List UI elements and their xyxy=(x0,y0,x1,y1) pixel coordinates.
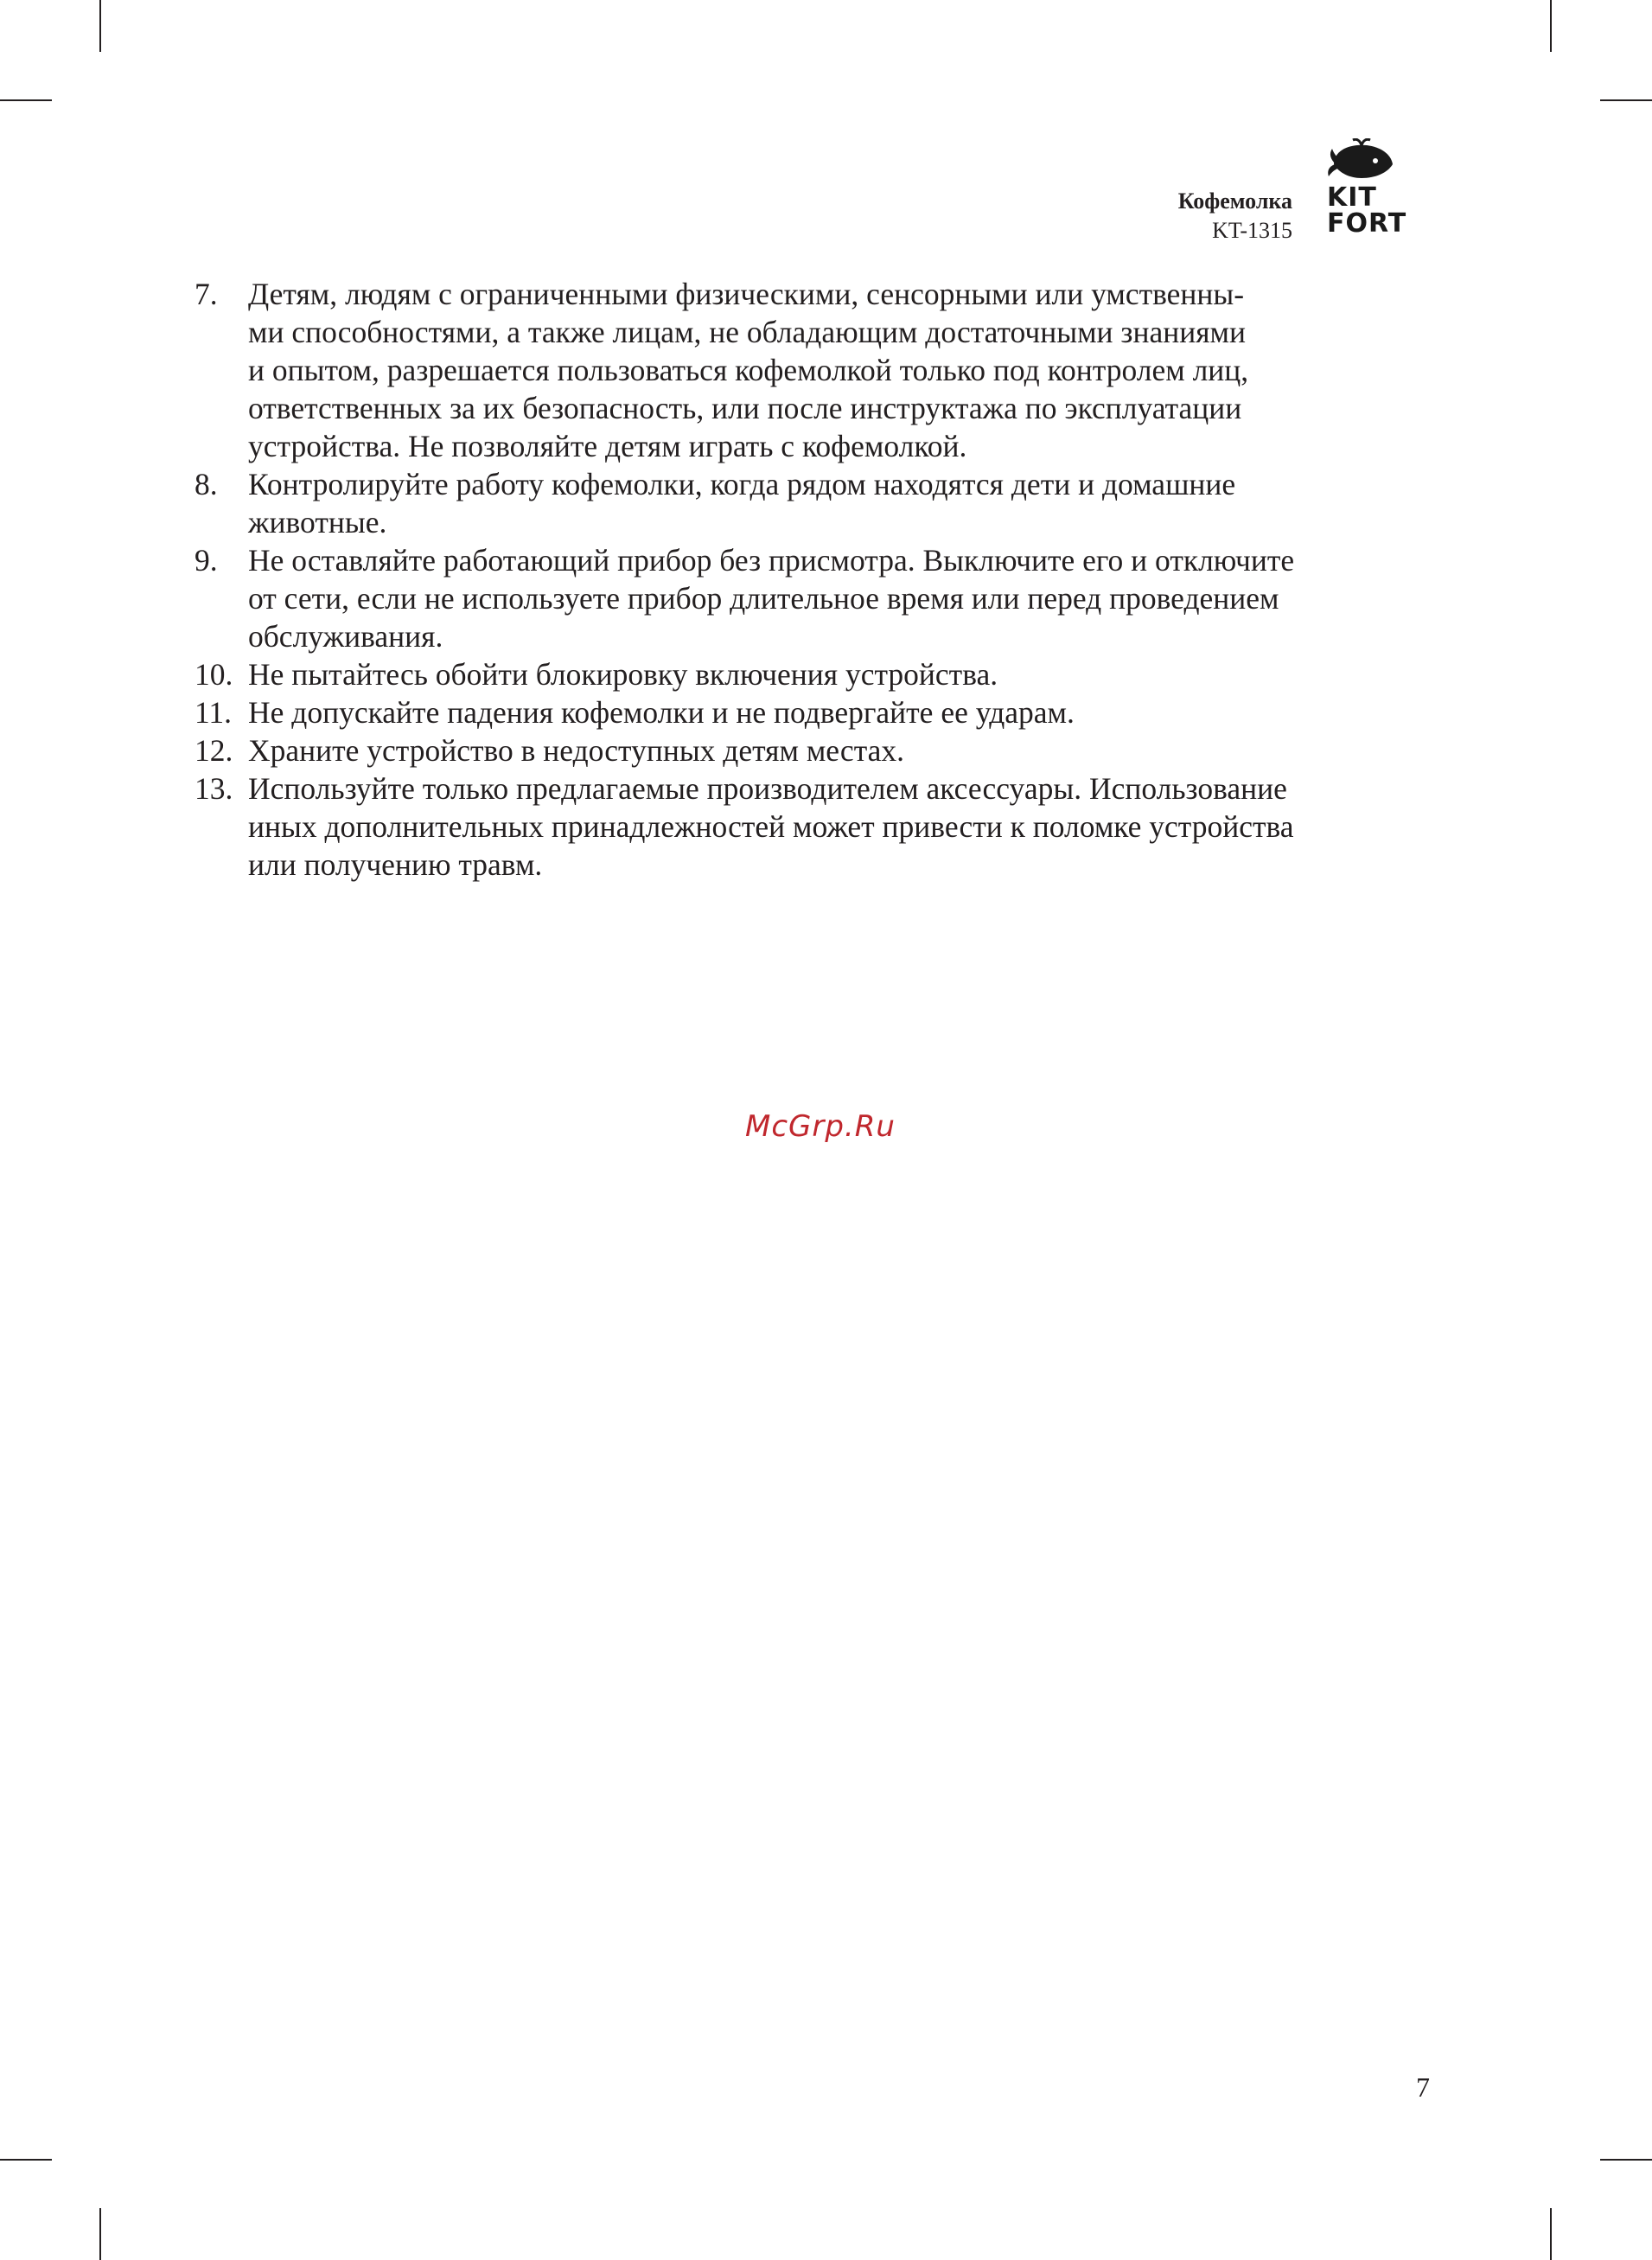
item-number: 8. xyxy=(195,467,218,501)
item-number: 10. xyxy=(195,657,233,692)
logo-text: KIT FORT xyxy=(1327,182,1407,239)
item-text-line: обслуживания. xyxy=(248,619,443,654)
item-number: 11. xyxy=(195,695,233,730)
item-text-line: и опытом, разрешается пользоваться кофемолкой только под контролем лиц, xyxy=(248,353,1249,387)
item-text-line: Не пытайтесь обойти блокировку включения устройства. xyxy=(248,657,998,692)
item-text-line: ми способностями, а также лицам, не обладающим достаточными знаниями xyxy=(248,315,1246,349)
item-text-line: Не допускайте падения кофемолки и не подвергайте ее ударам. xyxy=(248,695,1075,730)
item-text-line: животные. xyxy=(248,505,387,539)
item-text-line: иных дополнительных принадлежностей может привести к поломке устройства xyxy=(248,809,1294,844)
list-item xyxy=(195,541,1448,655)
item-text-line: Контролируйте работу кофемолки, когда рядом находятся дети и домашние xyxy=(248,467,1236,501)
list-item xyxy=(195,275,1448,465)
crop-mark xyxy=(0,2159,52,2161)
safety-instructions-list xyxy=(195,275,1448,884)
item-text-line: ответственных за их безопасность, или после инструктажа по эксплуатации xyxy=(248,391,1242,425)
crop-mark xyxy=(1550,0,1552,52)
list-item xyxy=(195,693,1448,731)
item-text-line: Не оставляйте работающий прибор без присмотра. Выключите его и отключите xyxy=(248,543,1295,578)
list-item xyxy=(195,769,1448,884)
item-text-line: от сети, если не используете прибор длительное время или перед проведением xyxy=(248,581,1279,616)
header-text xyxy=(1178,187,1292,246)
item-number: 7. xyxy=(195,277,218,311)
whale-icon xyxy=(1327,138,1396,183)
crop-mark xyxy=(1600,99,1652,101)
product-title: Кофемолка xyxy=(1177,188,1292,214)
item-number: 13. xyxy=(195,771,233,806)
item-text-line: Храните устройство в недоступных детям местах. xyxy=(248,733,905,768)
kitfort-logo xyxy=(1327,138,1435,251)
item-text-line: Используйте только предлагаемые производителем аксессуары. Использование xyxy=(248,771,1287,806)
item-text-line: Детям, людям с ограниченными физическими, сенсорными или умственны- xyxy=(248,277,1245,311)
product-model: KT-1315 xyxy=(1212,218,1292,243)
crop-mark xyxy=(0,99,52,101)
list-item xyxy=(195,655,1448,693)
crop-mark xyxy=(99,2208,101,2260)
list-item xyxy=(195,465,1448,541)
crop-mark xyxy=(1550,2208,1552,2260)
crop-mark xyxy=(1600,2159,1652,2161)
watermark-link[interactable]: McGrp.Ru xyxy=(745,1109,896,1144)
item-number: 12. xyxy=(195,733,233,768)
item-text-line: или получению травм. xyxy=(248,847,543,882)
page-number: 7 xyxy=(1416,2072,1430,2103)
item-text-line: устройства. Не позволяйте детям играть с кофемолкой. xyxy=(248,429,967,463)
item-number: 9. xyxy=(195,543,218,578)
crop-mark xyxy=(99,0,101,52)
list-item xyxy=(195,731,1448,769)
page-header xyxy=(1081,138,1435,251)
